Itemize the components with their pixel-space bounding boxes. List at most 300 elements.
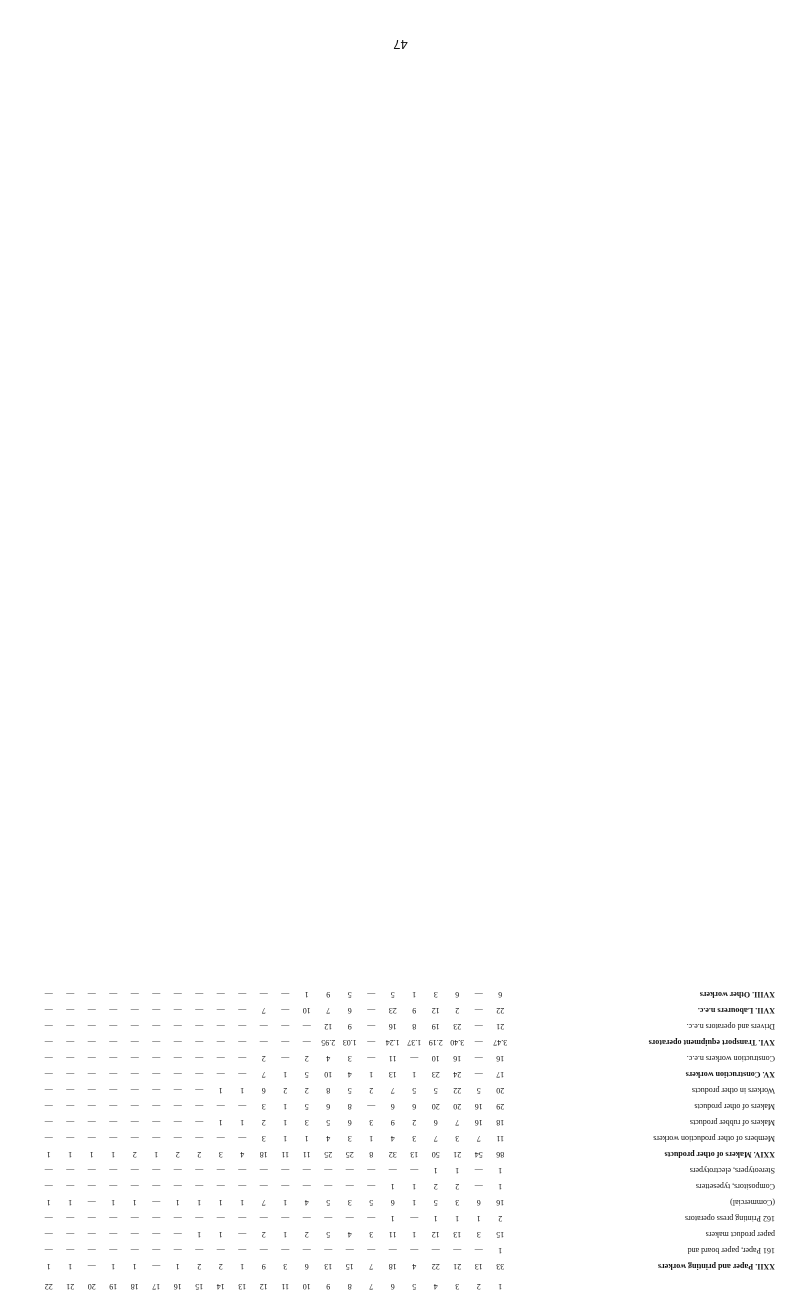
table-cell: 2 [412,1118,417,1127]
table-row [41,1196,781,1208]
table-cell: 1 [132,1198,137,1207]
table-cell: — [195,1086,204,1095]
table-cell: 2 [433,1182,438,1191]
table-cell: 11 [388,1054,397,1063]
table-cell: — [44,990,53,999]
table-cell: 4 [240,1150,245,1159]
table-cell: 6 [390,1198,395,1207]
table-row [41,988,781,1000]
table-cell: — [238,1102,247,1111]
table-cell: — [302,1022,311,1031]
table-cell: — [173,1022,182,1031]
table-cell: 4 [326,1134,331,1143]
table-cell: 5 [390,990,395,999]
table-cell: — [474,990,483,999]
column-number: 17 [152,1282,161,1291]
row-label: Compositors, typesetters [695,1182,775,1191]
table-cell: — [367,1006,376,1015]
table-cell: 17 [496,1070,505,1079]
table-cell: — [216,1166,225,1175]
table-row [41,1244,781,1256]
table-cell: 3 [283,1262,288,1271]
table-cell: 1 [412,1198,417,1207]
table-cell: 9 [261,1262,266,1271]
table-cell: — [173,1230,182,1239]
table-cell: — [109,1230,118,1239]
table-cell: 1 [455,1166,460,1175]
table-cell: — [173,1038,182,1047]
table-cell: 1 [304,990,309,999]
table-cell: — [44,1070,53,1079]
table-cell: — [173,1102,182,1111]
table-cell: 1 [68,1198,73,1207]
table-cell: — [367,1246,376,1255]
table-cell: — [388,1166,397,1175]
table-cell: 13 [410,1150,419,1159]
table-cell: 23 [431,1070,440,1079]
table-cell: — [388,1246,397,1255]
table-cell: — [130,1230,139,1239]
table-cell: — [66,1230,75,1239]
table-cell: 22 [453,1086,462,1095]
table-cell: 1 [197,1230,202,1239]
table-row [41,1228,781,1240]
table-cell: — [410,1054,419,1063]
table-cell: — [44,1134,53,1143]
table-cell: — [259,1166,268,1175]
table-cell: — [130,1070,139,1079]
table-cell: — [345,1214,354,1223]
table-cell: 4 [347,1070,352,1079]
table-cell: 1 [68,1150,73,1159]
table-cell: 25 [345,1150,354,1159]
table-cell: 1 [498,1246,503,1255]
table-cell: — [152,1022,161,1031]
table-cell: — [238,1214,247,1223]
table-cell: 1 [412,1182,417,1191]
table-cell: 20 [453,1102,462,1111]
row-label: XXIV. Makers of other products [664,1150,775,1159]
table-cell: 4 [412,1262,417,1271]
table-cell: 18 [259,1150,268,1159]
table-cell: 1 [283,1230,288,1239]
table-cell: 7 [326,1006,331,1015]
column-number: 22 [44,1282,53,1291]
table-cell: 12 [431,1230,440,1239]
table-cell: 2 [283,1086,288,1095]
table-cell: 1 [111,1198,116,1207]
table-cell: — [87,1102,96,1111]
table-cell: — [130,1134,139,1143]
table-cell: — [44,1086,53,1095]
table-cell: 2 [261,1230,266,1239]
table-cell: — [367,1038,376,1047]
table-cell: 7 [261,1006,266,1015]
column-number: 3 [455,1282,460,1291]
table-cell: 1 [390,1182,395,1191]
table-cell: 4 [326,1054,331,1063]
table-cell: 6 [498,990,503,999]
table-cell: 12 [431,1006,440,1015]
table-cell: 21 [453,1150,462,1159]
table-cell: 2 [261,1118,266,1127]
table-cell: — [87,990,96,999]
column-number: 5 [412,1282,417,1291]
table-cell: — [173,1182,182,1191]
table-cell: — [238,1182,247,1191]
table-cell: 1 [498,1166,503,1175]
table-cell: — [44,1102,53,1111]
table-cell: 9 [412,1006,417,1015]
table-cell: 23 [453,1022,462,1031]
table-cell: 15 [496,1230,505,1239]
row-label: XXII. Paper and printing workers [658,1262,775,1271]
table-cell: 5 [347,1086,352,1095]
table-cell: — [66,1022,75,1031]
table-cell: — [109,1070,118,1079]
table-cell: — [474,1022,483,1031]
table-cell: — [367,1166,376,1175]
table-cell: 19 [431,1022,440,1031]
table-cell: 7 [433,1134,438,1143]
table-cell: 5 [326,1118,331,1127]
table-cell: 6 [433,1118,438,1127]
row-label: Construction workers n.e.c. [686,1054,775,1063]
table-cell: 11 [496,1134,505,1143]
table-cell: 24 [453,1070,462,1079]
table-cell: — [173,1134,182,1143]
table-cell: 1 [283,1118,288,1127]
table-cell: 1.37 [407,1038,422,1047]
table-cell: — [216,1038,225,1047]
table-cell: 16 [496,1054,505,1063]
table-cell: 1 [46,1198,51,1207]
table-cell: 1 [369,1070,374,1079]
table-cell: 1 [412,1070,417,1079]
table-cell: 5 [433,1198,438,1207]
table-cell: 21 [496,1022,505,1031]
table-cell: — [195,1214,204,1223]
table-cell: — [410,1214,419,1223]
table-cell: — [195,1070,204,1079]
table-cell: 7 [369,1262,374,1271]
table-row [41,1052,781,1064]
column-number: 11 [281,1282,290,1291]
column-number: 10 [302,1282,311,1291]
table-cell: 16 [474,1118,483,1127]
table-cell: — [87,1214,96,1223]
table-cell: 7 [261,1198,266,1207]
table-cell: 1 [390,1214,395,1223]
table-cell: 1 [111,1150,116,1159]
table-cell: — [87,1038,96,1047]
table-cell: — [281,1054,290,1063]
table-row [41,1116,781,1128]
table-cell: 18 [388,1262,397,1271]
table-cell: 1 [46,1262,51,1271]
table-cell: — [87,1134,96,1143]
table-cell: 1 [111,1262,116,1271]
table-cell: — [238,1070,247,1079]
table-cell: — [195,1134,204,1143]
row-label: Drivers and operators n.e.c. [686,1022,775,1031]
table-cell: — [195,1054,204,1063]
table-cell: — [152,1102,161,1111]
table-cell: 50 [431,1150,440,1159]
table-cell: — [109,1006,118,1015]
table-cell: 8 [412,1022,417,1031]
table-cell: 6 [455,990,460,999]
table-row [41,1068,781,1080]
table-cell: — [173,1054,182,1063]
table-row [41,1164,781,1176]
table-cell: — [216,1070,225,1079]
table-cell: 3 [304,1118,309,1127]
table-cell: 3 [218,1150,223,1159]
table-cell: — [281,990,290,999]
table-cell: 16 [453,1054,462,1063]
table-row [41,1180,781,1192]
table-cell: — [216,1102,225,1111]
table-cell: 29 [496,1102,505,1111]
table-cell: — [152,1262,161,1271]
table-cell: — [109,1118,118,1127]
table-cell: 1 [218,1118,223,1127]
table-cell: 2 [197,1150,202,1159]
table-cell: — [109,1182,118,1191]
table-cell: — [66,1246,75,1255]
row-label: XVI. Transport equipment operators [648,1038,775,1047]
table-cell: — [66,1118,75,1127]
row-label: paper product makers [705,1230,775,1239]
column-number: 2 [476,1282,481,1291]
table-cell: 2 [175,1150,180,1159]
table-cell: — [130,1246,139,1255]
table-cell: 6 [476,1198,481,1207]
table-cell: 4 [304,1198,309,1207]
row-label: 162 Printing press operators [685,1214,775,1223]
table-cell: — [324,1182,333,1191]
table-cell: 2 [304,1054,309,1063]
table-cell: — [259,1246,268,1255]
table-cell: 12 [324,1022,333,1031]
table-cell: — [238,1038,247,1047]
table-cell: — [130,1166,139,1175]
table-cell: 3 [476,1230,481,1239]
table-cell: — [152,1054,161,1063]
table-cell: 13 [474,1262,483,1271]
table-cell: 1 [68,1262,73,1271]
table-cell: 3 [347,1198,352,1207]
table-cell: — [44,1246,53,1255]
table-cell: — [87,1262,96,1271]
table-cell: 6 [347,1118,352,1127]
table-cell: — [410,1246,419,1255]
row-label: 161 Paper, paper board and [687,1246,775,1255]
table-cell: 3 [412,1134,417,1143]
table-cell: 1 [218,1198,223,1207]
table-cell: 25 [324,1150,333,1159]
table-row [41,1212,781,1224]
table-row [41,1100,781,1112]
table-cell: 1 [218,1086,223,1095]
row-label: Members of other production workers [653,1134,775,1143]
table-cell: — [281,1214,290,1223]
table-cell: 8 [347,1102,352,1111]
table-cell: — [66,1054,75,1063]
table-cell: — [195,1038,204,1047]
table-cell: — [281,1246,290,1255]
table-cell: — [474,1166,483,1175]
table-cell: — [474,1070,483,1079]
table-cell: — [109,1246,118,1255]
table-cell: — [87,1198,96,1207]
table-cell: — [195,1118,204,1127]
table-cell: 3 [347,1054,352,1063]
column-number: 1 [498,1282,503,1291]
table-cell: 20 [431,1102,440,1111]
table-cell: — [195,1022,204,1031]
table-cell: 1 [240,1118,245,1127]
table-cell: — [216,1134,225,1143]
table-cell: 5 [326,1198,331,1207]
table-cell: 13 [388,1070,397,1079]
table-cell: 1 [240,1198,245,1207]
table-cell: — [66,1086,75,1095]
table-cell: — [87,1166,96,1175]
table-cell: 3 [433,990,438,999]
table-cell: 1.24 [385,1038,400,1047]
table-cell: — [44,1038,53,1047]
table-cell: — [238,1022,247,1031]
table-cell: — [109,1054,118,1063]
table-cell: — [87,1086,96,1095]
table-cell: 7 [476,1134,481,1143]
table-cell: 16 [496,1198,505,1207]
table-cell: 1 [132,1262,137,1271]
table-cell: — [152,1006,161,1015]
table-cell: — [238,1166,247,1175]
table-cell: 8 [369,1150,374,1159]
table-cell: 11 [302,1150,311,1159]
table-cell: — [130,1006,139,1015]
table-cell: 22 [496,1006,505,1015]
table-cell: — [367,1214,376,1223]
table-cell: — [238,1006,247,1015]
table-cell: — [130,1022,139,1031]
table-cell: 20 [496,1086,505,1095]
table-cell: — [44,1214,53,1223]
table-cell: — [367,1182,376,1191]
table-cell: — [345,1246,354,1255]
table-cell: — [109,1166,118,1175]
table-cell: 23 [388,1006,397,1015]
table-cell: 1 [498,1182,503,1191]
table-cell: 5 [476,1086,481,1095]
row-label: XV. Construction workers [685,1070,775,1079]
table-cell: — [324,1246,333,1255]
table-cell: — [216,1022,225,1031]
table-cell: — [130,1102,139,1111]
table-cell: 3 [261,1134,266,1143]
table-cell: 1 [240,1086,245,1095]
table-cell: — [66,990,75,999]
table-cell: 8 [326,1086,331,1095]
table-cell: 54 [474,1150,483,1159]
table-row [41,1020,781,1032]
table-cell: — [130,1054,139,1063]
column-number: 18 [130,1282,139,1291]
row-label: Makers of other products [694,1102,775,1111]
table-cell: — [152,1070,161,1079]
table-cell: — [259,990,268,999]
row-label: XVIII. Other workers [699,990,775,999]
column-header-row [41,1280,781,1292]
table-cell: — [281,1022,290,1031]
table-cell: — [152,1038,161,1047]
table-cell: 2 [132,1150,137,1159]
table-cell: 2 [261,1054,266,1063]
table-cell: 3 [369,1230,374,1239]
column-number: 14 [216,1282,225,1291]
table-cell: — [87,1054,96,1063]
column-number: 21 [66,1282,75,1291]
table-cell: — [109,1086,118,1095]
table-cell: — [173,990,182,999]
table-cell: — [152,1230,161,1239]
table-cell: — [152,1182,161,1191]
table-cell: — [474,1006,483,1015]
table-cell: — [173,1086,182,1095]
table-row [41,1004,781,1016]
table-cell: — [216,1006,225,1015]
row-label: XVII. Labourers n.e.c. [697,1006,775,1015]
table-cell: — [259,1038,268,1047]
data-table [41,82,781,1292]
table-cell: 10 [431,1054,440,1063]
table-cell: 1 [476,1214,481,1223]
table-cell: — [474,1246,483,1255]
table-row [41,1148,781,1160]
table-cell: 1 [175,1198,180,1207]
column-number: 8 [347,1282,352,1291]
table-cell: — [152,1134,161,1143]
table-cell: 6 [412,1102,417,1111]
table-cell: 16 [388,1022,397,1031]
table-cell: — [216,1182,225,1191]
table-cell: — [302,1166,311,1175]
table-cell: — [345,1182,354,1191]
table-cell: — [130,1214,139,1223]
table-cell: — [66,1102,75,1111]
table-cell: — [152,1214,161,1223]
table-cell: 3.47 [493,1038,508,1047]
table-cell: 21 [453,1262,462,1271]
table-cell: 1 [304,1134,309,1143]
table-cell: — [130,990,139,999]
table-cell: — [195,1102,204,1111]
table-cell: — [173,1166,182,1175]
table-cell: 6 [390,1102,395,1111]
table-cell: 6 [326,1102,331,1111]
table-cell: — [216,1054,225,1063]
table-cell: — [281,1166,290,1175]
table-cell: 10 [324,1070,333,1079]
table-cell: — [109,1214,118,1223]
table-cell: 5 [433,1086,438,1095]
table-cell: — [474,1054,483,1063]
table-cell: 33 [496,1262,505,1271]
